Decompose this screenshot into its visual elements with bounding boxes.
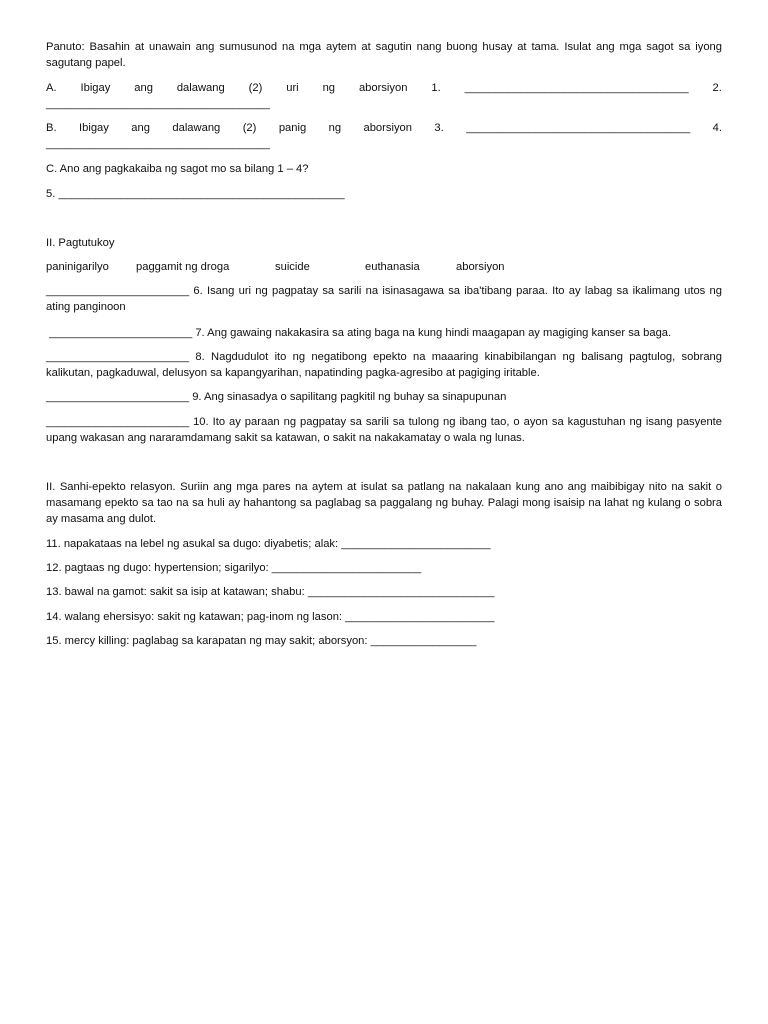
part-a-word: Ibigay: [80, 82, 111, 94]
part-b-word: panig: [278, 122, 307, 134]
part-a-word: ang: [134, 82, 153, 94]
part-b-word: B.: [46, 122, 57, 134]
part-b-word: (2): [242, 122, 257, 134]
section-heading-sanhi-epekto: II. Sanhi-epekto relasyon. Suriin ang mga pares na aytem at isulat sa patlang na nakalaan kung ano ang maibibigay nito na sakit o masamang epekto sa tao na sa huli ay hahantong sa paglabag sa paggalang ng buhay. Palagi mong isaisip na lahat ng kulang o sobra ay masama ang dulot.: [46, 481, 722, 525]
answer-blank-5: 5. ______________________________________________: [46, 188, 345, 200]
item-8: _______________________ 8. Nagdudulot ito ng negatibong epekto na maaaring kinabibilangan ng balisang pagtulog, sobrang kalikutan, pagkaduwal, delusyon sa kapangyarihan, napatinding pagka-agresibo at pagiging iritable.: [46, 351, 722, 379]
word-bank-choice: paggamit ng droga: [136, 261, 230, 273]
answer-blank-4: ____________________________________: [46, 138, 270, 150]
item-7: _______________________ 7. Ang gawaing nakakasira sa ating baga na kung hindi maagapan ay magiging kanser sa baga.: [46, 327, 672, 339]
part-a-line-1: [46, 80, 722, 96]
word-bank: [46, 259, 722, 275]
part-b-question: [46, 120, 722, 152]
part-a-word: (2): [248, 82, 263, 94]
item-6: _______________________ 6. Isang uri ng pagpatay sa sarili na isinasagawa sa iba'tibang paraa. Ito ay labag sa ikalimang utos ng ating panginoon: [46, 285, 722, 313]
part-a-word: 2.: [712, 82, 722, 94]
item-9: _______________________ 9. Ang sinasadya o sapilitang pagkitil ng buhay sa sinapupunan: [46, 391, 507, 403]
instructions-paragraph: Panuto: Basahin at unawain ang sumusunod na mga aytem at sagutin nang buong husay at tama. Isulat ang mga sagot sa iyong sagutang papel.: [46, 41, 722, 69]
part-b-line-1: [46, 120, 722, 136]
answer-blank-3: ____________________________________: [466, 122, 691, 134]
part-a-word: 1.: [431, 82, 441, 94]
item-13: 13. bawal na gamot: sakit sa isip at katawan; shabu: ______________________________: [46, 586, 495, 598]
answer-blank-1: ____________________________________: [464, 82, 689, 94]
part-a-word: A.: [46, 82, 57, 94]
part-a-word: ng: [322, 82, 336, 94]
answer-blank-2: ____________________________________: [46, 98, 270, 110]
part-b-word: 3.: [434, 122, 444, 134]
word-bank-choice: suicide: [275, 261, 310, 273]
part-a-word: uri: [286, 82, 299, 94]
word-bank-choice: euthanasia: [365, 261, 420, 273]
part-b-word: aborsiyon: [363, 122, 412, 134]
part-b-word: dalawang: [172, 122, 221, 134]
part-a-word: dalawang: [176, 82, 225, 94]
part-b-word: Ibigay: [79, 122, 109, 134]
section-heading-pagtutukoy: II. Pagtutukoy: [46, 237, 115, 249]
part-b-word: 4.: [712, 122, 722, 134]
part-a-word: aborsiyon: [358, 82, 408, 94]
part-c-question: C. Ano ang pagkakaiba ng sagot mo sa bilang 1 – 4?: [46, 163, 309, 175]
part-b-word: ang: [131, 122, 150, 134]
item-11: 11. napakataas na lebel ng asukal sa dugo: diyabetis; alak: ________________________: [46, 538, 491, 550]
item-10: _______________________ 10. Ito ay paraan ng pagpatay sa sarili sa tulong ng ibang tao, o ayon sa kagustuhan ng isang pasyente upang wakasan ang nararamdamang sakit sa katawan, o sakit na nakakamatay o wala ng lunas.: [46, 416, 722, 444]
part-a-question: [46, 80, 722, 112]
word-bank-choice: paninigarilyo: [46, 261, 109, 273]
part-b-word: ng: [328, 122, 342, 134]
item-15: 15. mercy killing: paglabag sa karapatan ng may sakit; aborsyon: _________________: [46, 635, 477, 647]
word-bank-choice: aborsiyon: [456, 261, 505, 273]
item-14: 14. walang ehersisyo: sakit ng katawan; pag-inom ng lason: ________________________: [46, 611, 495, 623]
item-12: 12. pagtaas ng dugo: hypertension; sigarilyo: ________________________: [46, 562, 422, 574]
